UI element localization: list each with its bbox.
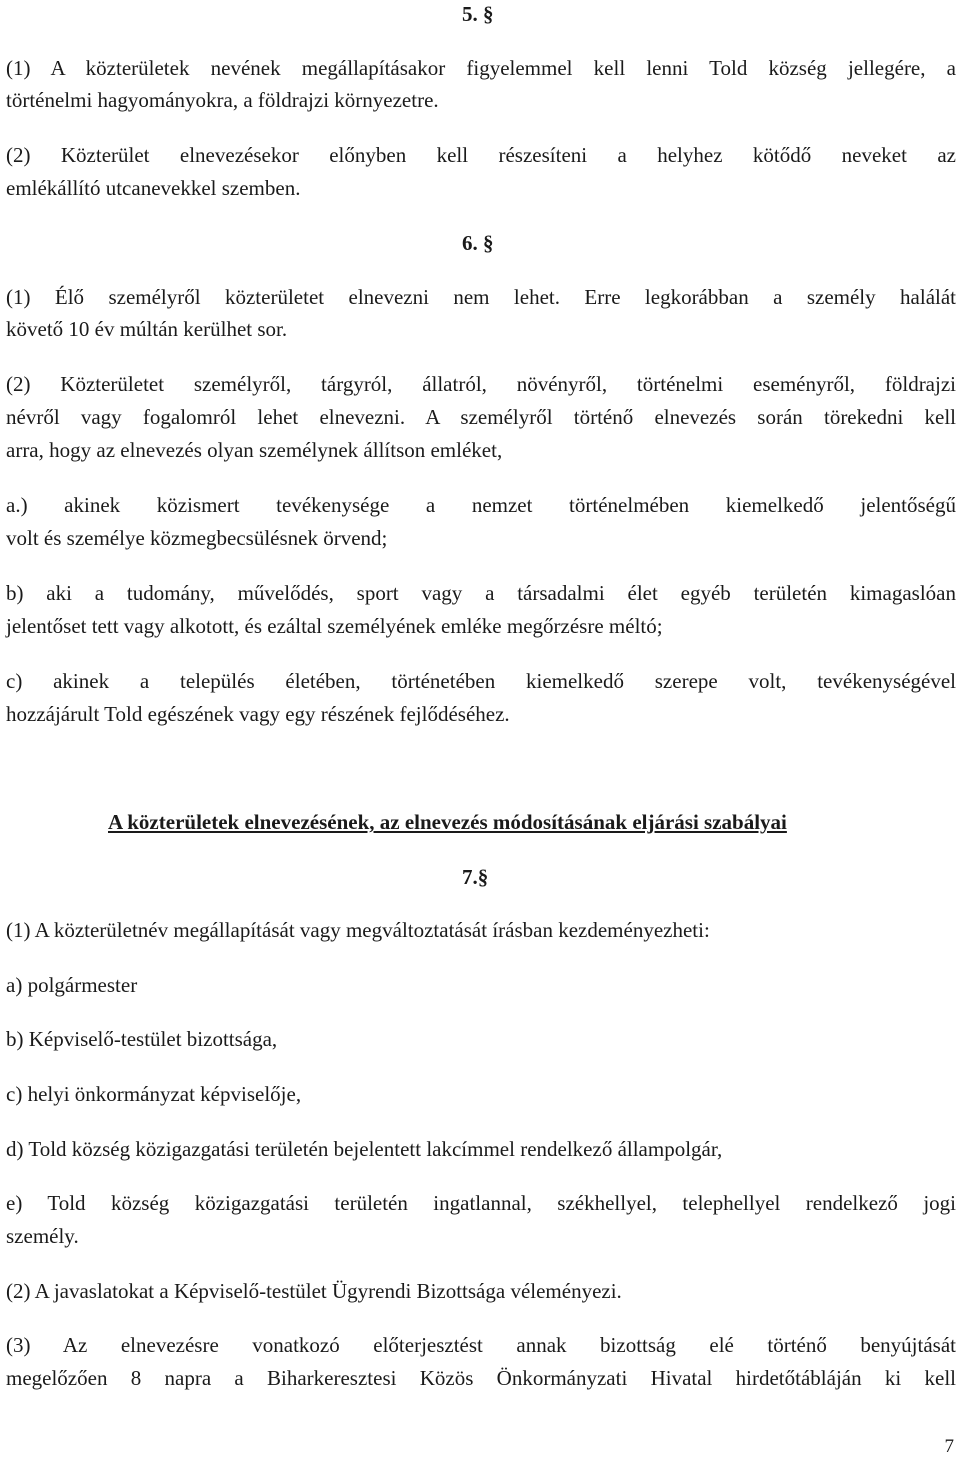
s5-paragraph-1-line-1: (1) A közterületek nevének megállapításakor figyelemmel kell lenni Told község jellegére, a [6,56,956,80]
s7-paragraph-3-line-1: (3) Az elnevezésre vonatkozó előterjesztést annak bizottság elé történő benyújtását [6,1333,956,1357]
s5-paragraph-2-line-2: emlékállító utcanevekkel szemben. [6,176,301,200]
s6-paragraph-2-line-1: (2) Közterületet személyről, tárgyról, állatról, növényről, történelmi eseményről, földrajzi [6,372,956,396]
s7-item-c: c) helyi önkormányzat képviselője, [6,1082,302,1106]
s7-item-e-line-2: személy. [6,1224,79,1248]
s7-item-e-line-1: e) Told község közigazgatási területén ingatlannal, székhellyel, telephellyel rendelkező jogi [6,1191,956,1215]
section-6-heading: 6. § [462,231,494,255]
s7-paragraph-1: (1) A közterületnév megállapítását vagy megváltoztatását írásban kezdeményezheti: [6,918,710,942]
s6-paragraph-2-line-2: névről vagy fogalomról lehet elnevezni. A személyről történő elnevezés során törekedni kell [6,405,956,429]
s6-item-a-line-1: a.) akinek közismert tevékenysége a nemzet történelmében kiemelkedő jelentőségű [6,493,956,517]
s7-paragraph-3-line-2: megelőzően 8 napra a Biharkeresztesi Közös Önkormányzati Hivatal hirdetőtábláján ki kell [6,1366,956,1390]
s7-item-a: a) polgármester [6,973,138,997]
s6-item-c-line-2: hozzájárult Told egészének vagy egy részének fejlődéséhez. [6,702,510,726]
s6-item-b-line-2: jelentőset tett vagy alkotott, és ezáltal személyének emléke megőrzésre méltó; [6,614,663,638]
s6-item-b-line-1: b) aki a tudomány, művelődés, sport vagy a társadalmi élet egyéb területén kimagaslóan [6,581,956,605]
chapter-title: A közterületek elnevezésének, az elnevezés módosításának eljárási szabályai [108,810,787,834]
s5-paragraph-2-line-1: (2) Közterület elnevezésekor előnyben kell részesíteni a helyhez kötődő neveket az [6,143,956,167]
s7-item-d: d) Told község közigazgatási területén bejelentett lakcímmel rendelkező állampolgár, [6,1137,723,1161]
s7-item-b: b) Képviselő-testület bizottsága, [6,1027,278,1051]
s7-paragraph-2: (2) A javaslatokat a Képviselő-testület Ügyrendi Bizottsága véleményezi. [6,1279,622,1303]
s6-item-c-line-1: c) akinek a település életében, történetében kiemelkedő szerepe volt, tevékenységével [6,669,956,693]
s5-paragraph-1-line-2: történelmi hagyományokra, a földrajzi környezetre. [6,88,439,112]
s6-item-a-line-2: volt és személye közmegbecsülésnek örvend; [6,526,388,550]
s6-paragraph-2-line-3: arra, hogy az elnevezés olyan személynek állítson emléket, [6,438,503,462]
section-7-heading: 7.§ [462,865,489,889]
s6-paragraph-1-line-1: (1) Élő személyről közterületet elnevezni nem lehet. Erre legkorábban a személy halálát [6,285,956,309]
section-5-heading: 5. § [462,2,494,26]
page-number: 7 [944,1436,954,1457]
s6-paragraph-1-line-2: követő 10 év múltán kerülhet sor. [6,317,288,341]
